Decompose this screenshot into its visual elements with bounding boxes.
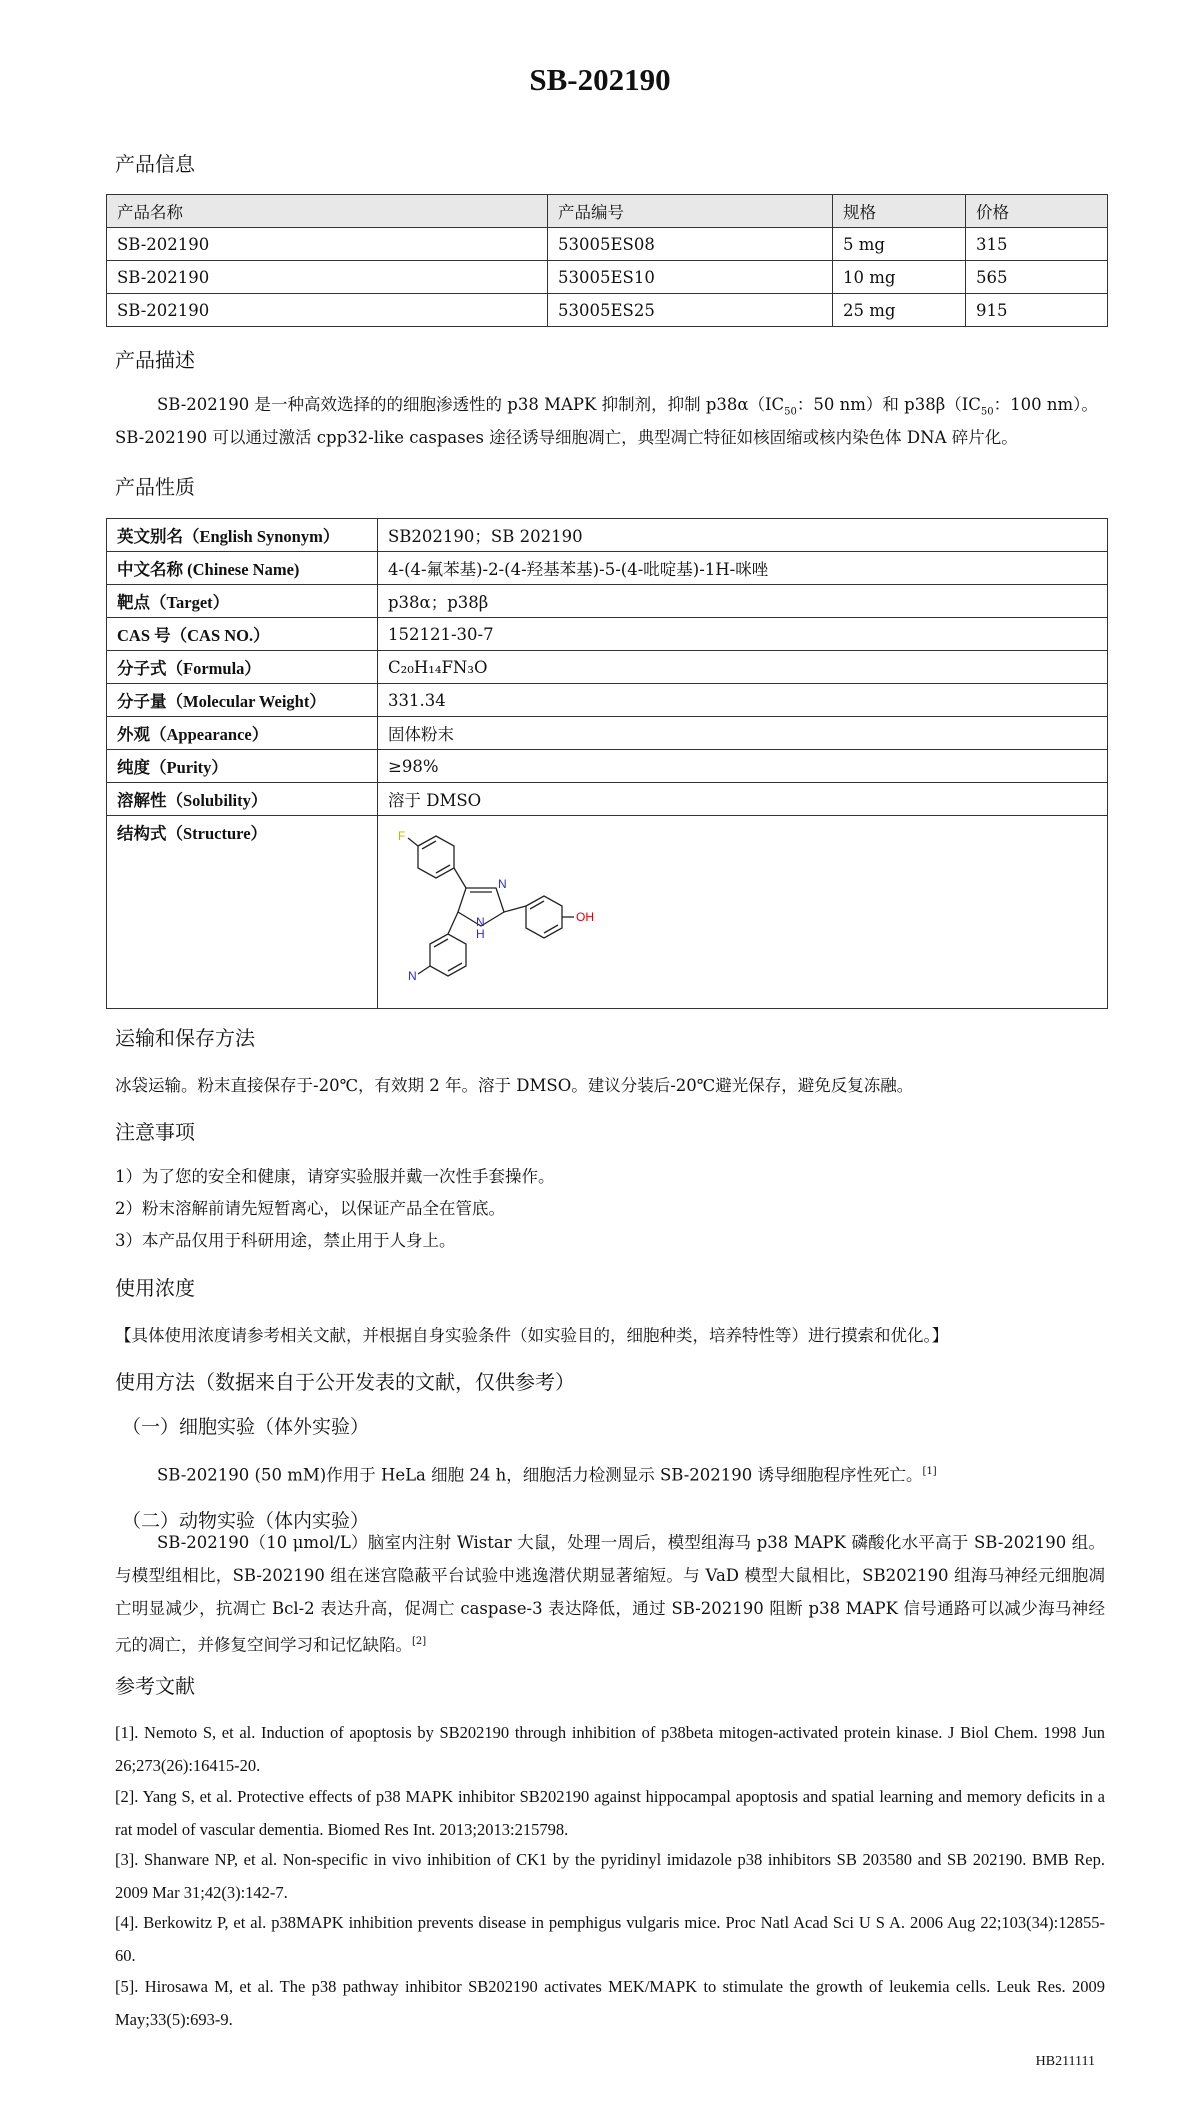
reference-item: [4]. Berkowitz P, et al. p38MAPK inhibition prevents disease in pemphigus vulgaris mice. Proc Natl Acad Sci U S A. 2006 Aug 22;103(34):12855-60. — [115, 1913, 1105, 1965]
table-header-row — [107, 195, 1108, 228]
prop-key: 分子量（Molecular Weight） — [107, 684, 378, 717]
prop-value: SB202190；SB 202190 — [378, 519, 1108, 552]
table-row — [107, 783, 1108, 816]
cell: 53005ES08 — [548, 228, 833, 261]
prop-key: 溶解性（Solubility） — [107, 783, 378, 816]
prop-key: 分子式（Formula） — [107, 651, 378, 684]
document-code: HB211111 — [1035, 2054, 1095, 2069]
chemical-structure-image — [378, 816, 678, 1004]
section-heading-refs: 参考文献 — [115, 1674, 195, 1698]
reference-item: [3]. Shanware NP, et al. Non-specific in vivo inhibition of CK1 by the pyridinyl imidazole p38 inhibitors SB 203580 and SB 202190. BMB Rep. 2009 Mar 31;42(3):142-7. — [115, 1850, 1105, 1902]
section-heading-desc: 产品描述 — [115, 348, 195, 372]
description-line-2: SB-202190 可以通过激活 cpp32-like caspases 途径诱导细胞凋亡，典型凋亡特征如核固缩或核内染色体 DNA 碎片化。 — [115, 428, 1018, 447]
cell: SB-202190 — [107, 261, 548, 294]
citation: [1] — [922, 1466, 937, 1477]
prop-value: 4-(4-氟苯基)-2-(4-羟基苯基)-5-(4-吡啶基)-1H-咪唑 — [378, 552, 1108, 585]
cell: 315 — [966, 228, 1108, 261]
structure-cell — [378, 816, 1108, 1009]
citation: [2] — [412, 1636, 427, 1647]
table-row — [107, 717, 1108, 750]
header-cell: 价格 — [966, 195, 1108, 228]
prop-key: 靶点（Target） — [107, 585, 378, 618]
reference-item: [1]. Nemoto S, et al. Induction of apoptosis by SB202190 through inhibition of p38beta mitogen-activated protein kinase. J Biol Chem. 1998 Jun 26;273(26):16415-20. — [115, 1723, 1105, 1775]
cell: 565 — [966, 261, 1108, 294]
fluorine-label: F — [398, 829, 406, 843]
reference-item: [5]. Hirosawa M, et al. The p38 pathway inhibitor SB202190 activates MEK/MAPK to stimulate the growth of leukemia cells. Leuk Res. 2009 May;33(5):693-9. — [115, 1977, 1105, 2029]
table-row — [107, 585, 1108, 618]
subheading-cell: （一）细胞实验（体外实验） — [122, 1416, 370, 1438]
prop-value: C₂₀H₁₄FN₃O — [378, 651, 1108, 684]
table-row — [107, 261, 1108, 294]
nh-label: H — [476, 927, 485, 941]
table-row — [107, 684, 1108, 717]
table-row — [107, 552, 1108, 585]
prop-value: p38α；p38β — [378, 585, 1108, 618]
nitrogen-label: N — [476, 915, 485, 929]
cell: SB-202190 — [107, 228, 548, 261]
page-title: SB-202190 — [529, 62, 671, 97]
table-row — [107, 294, 1108, 327]
header-cell: 产品名称 — [107, 195, 548, 228]
hydroxyl-label: OH — [576, 910, 594, 924]
section-heading-info: 产品信息 — [115, 152, 195, 176]
prop-value: 溶于 DMSO — [378, 783, 1108, 816]
table-row — [107, 618, 1108, 651]
section-heading-method: 使用方法（数据来自于公开发表的文献，仅供参考） — [115, 1370, 575, 1394]
section-heading-props: 产品性质 — [115, 475, 195, 499]
desc-sub: 50 — [980, 406, 994, 418]
desc-text: ：50 nm）和 p38β（IC — [796, 395, 981, 414]
table-row — [107, 750, 1108, 783]
reference-item: [2]. Yang S, et al. Protective effects of p38 MAPK inhibitor SB202190 against hippocampal apoptosis and spatial learning and memory deficits in a rat model of vascular dementia. Biomed Res Int. 2013;2013:215798. — [115, 1787, 1105, 1839]
storage-text: 冰袋运输。粉末直接保存于-20℃，有效期 2 年。溶于 DMSO。建议分装后-20℃避光保存，避免反复冻融。 — [115, 1076, 914, 1095]
table-row — [107, 651, 1108, 684]
header-cell: 产品编号 — [548, 195, 833, 228]
prop-key: 结构式（Structure） — [107, 816, 378, 1009]
prop-key: 纯度（Purity） — [107, 750, 378, 783]
properties-table — [106, 518, 1108, 1009]
prop-value: ≥98% — [378, 750, 1108, 783]
pyridine-n-label: N — [408, 969, 417, 983]
cell-text: SB-202190 (50 mM)作用于 HeLa 细胞 24 h，细胞活力检测显示 SB-202190 诱导细胞程序性死亡。 — [157, 1465, 923, 1485]
animal-text: SB-202190（10 μmol/L）脑室内注射 Wistar 大鼠，处理一周后，模型组海马 p38 MAPK 磷酸化水平高于 SB-202190 组。与模型组相比，SB-202190 组在迷宫隐蔽平台试验中逃逸潜伏期显著缩短。与 VaD 模型大鼠相比，SB202190 组海马神经元细胞凋亡明显减少，抗凋亡 Bcl-2 表达升高，促凋亡 caspase-3 表达降低，通过 SB-202190 阻断 p38 MAPK 信号通路可以减少海马神经元的凋亡，并修复空间学习和记忆缺陷。 — [115, 1533, 1105, 1655]
prop-value: 固体粉末 — [378, 717, 1108, 750]
prop-key: 英文别名（English Synonym） — [107, 519, 378, 552]
cell: 5 mg — [833, 228, 966, 261]
cell: 53005ES25 — [548, 294, 833, 327]
cell: 915 — [966, 294, 1108, 327]
cell: 10 mg — [833, 261, 966, 294]
animal-paragraph — [115, 1526, 1105, 1662]
table-row — [107, 228, 1108, 261]
table-row — [107, 519, 1108, 552]
desc-text: ：100 nm）。 — [993, 395, 1098, 414]
prop-key: 中文名称 (Chinese Name) — [107, 552, 378, 585]
prop-key: CAS 号（CAS NO.） — [107, 618, 378, 651]
desc-text: SB-202190 是一种高效选择的的细胞渗透性的 p38 MAPK 抑制剂，抑制 p38α（IC — [157, 395, 785, 414]
conc-text: 【具体使用浓度请参考相关文献，并根据自身实验条件（如实验目的，细胞种类，培养特性等）进行摸索和优化。】 — [115, 1326, 949, 1345]
prop-value: 331.34 — [378, 684, 1108, 717]
section-heading-conc: 使用浓度 — [115, 1276, 195, 1300]
desc-sub: 50 — [784, 406, 797, 418]
note-item: 3）本产品仅用于科研用途，禁止用于人身上。 — [115, 1231, 456, 1250]
section-heading-notes: 注意事项 — [115, 1120, 195, 1144]
prop-key: 外观（Appearance） — [107, 717, 378, 750]
cell: SB-202190 — [107, 294, 548, 327]
subheading-animal: （二）动物实验（体内实验） — [122, 1510, 370, 1532]
note-item: 1）为了您的安全和健康，请穿实验服并戴一次性手套操作。 — [115, 1167, 555, 1186]
nitrogen-label: N — [498, 877, 507, 891]
section-heading-storage: 运输和保存方法 — [115, 1026, 255, 1050]
prop-value: 152121-30-7 — [378, 618, 1108, 651]
table-row — [107, 816, 1108, 1009]
note-item: 2）粉末溶解前请先短暂离心，以保证产品全在管底。 — [115, 1199, 505, 1218]
product-info-table — [106, 194, 1108, 327]
cell-paragraph — [115, 1455, 1105, 1492]
header-cell: 规格 — [833, 195, 966, 228]
cell: 25 mg — [833, 294, 966, 327]
cell: 53005ES10 — [548, 261, 833, 294]
